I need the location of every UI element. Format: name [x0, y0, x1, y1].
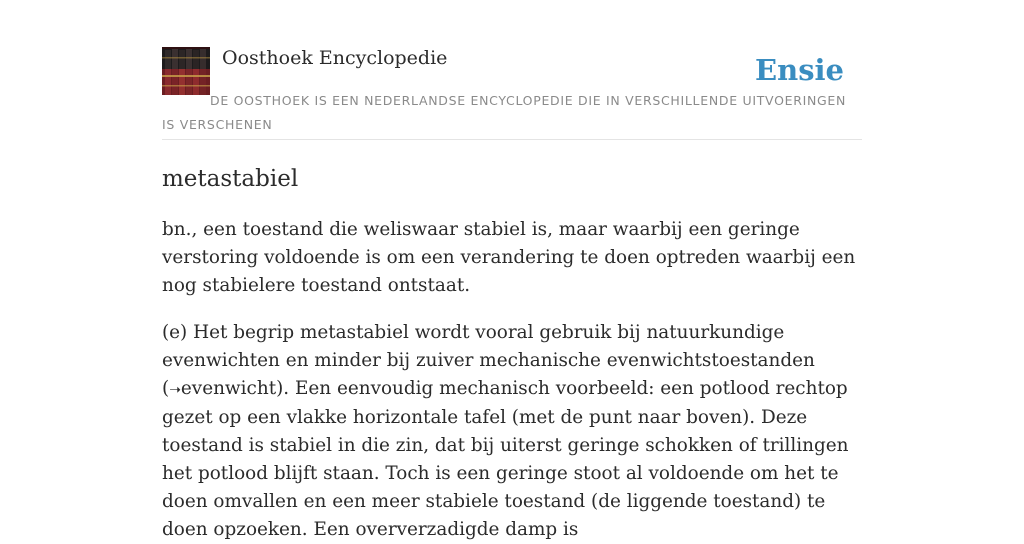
- site-tagline: DE OOSTHOEK IS EEN NEDERLANDSE ENCYCLOPEDIE DIE IN VERSCHILLENDE UITVOERINGEN IS VERSCHENEN: [162, 93, 847, 132]
- entry-definition: bn., een toestand die weliswaar stabiel is, maar waarbij een geringe verstoring voldoende is om een verandering te doen optreden waarbij een nog stabielere toestand ontstaat.: [162, 219, 856, 296]
- xref-link-evenwicht[interactable]: evenwicht: [180, 378, 277, 399]
- entry-body-part1: (e) Het begrip metastabiel wordt vooral gebruik bij natuurkundige evenwichten en minder bij zuiver mechanische evenwichtstoestanden (: [162, 322, 815, 399]
- arrow-right-icon: ➝: [169, 382, 181, 398]
- site-title-link[interactable]: Oosthoek Encyclopedie: [222, 47, 448, 69]
- brand-logo-link[interactable]: Ensie: [755, 53, 844, 87]
- content-container: [162, 0, 862, 540]
- entry-title: metastabiel: [162, 166, 299, 192]
- avatar[interactable]: [162, 47, 210, 95]
- entry-body: [162, 319, 862, 544]
- encyclopedia-books-icon: [162, 47, 210, 95]
- site-header: [162, 0, 862, 140]
- entry-body-part2: ). Een eenvoudig mechanisch voorbeeld: een potlood rechtop gezet op een vlakke horizontale tafel (met de punt naar boven). Deze toestand is stabiel in die zin, dat bij uiterst geringe schokken of trillingen het potlood blijft staan. Toch is een geringe stoot al voldoende om het te doen omvallen en een meer stabiele toestand (de liggende toestand) te doen opzoeken. Een oververzadigde damp is: [162, 378, 849, 540]
